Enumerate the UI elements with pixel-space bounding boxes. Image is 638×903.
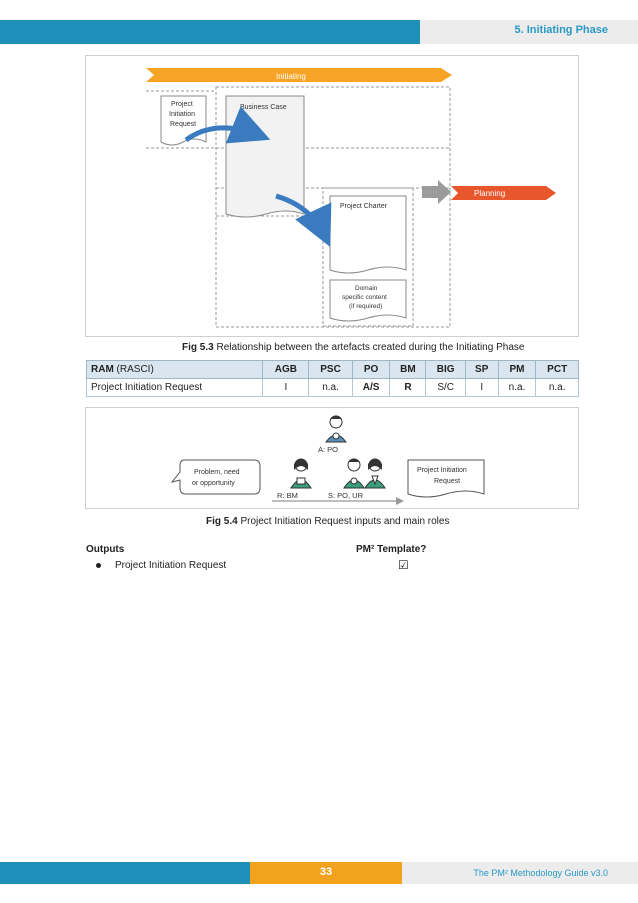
process-arrow-head (396, 497, 404, 505)
roles-diagram (86, 408, 580, 510)
output-item-label: Project Initiation Request (115, 560, 227, 571)
col-bm: BM (390, 361, 426, 379)
figure-5-4-caption (206, 516, 449, 527)
input-line2: or opportunity (192, 480, 235, 487)
domain-line2: specific content (342, 294, 387, 301)
header-ram-bold: RAM (91, 364, 114, 375)
cell-sp: I (465, 379, 498, 397)
artefact-diagram (86, 56, 580, 338)
template-check-icon: ☑ (398, 558, 409, 572)
cell-big: S/C (426, 379, 465, 397)
request-doc-line3: Request (170, 121, 197, 128)
cell-agb: I (263, 379, 309, 397)
col-sp: SP (465, 361, 498, 379)
col-pct: PCT (536, 361, 579, 379)
col-po: PO (352, 361, 390, 379)
caption-text: Relationship between the artefacts created during the Initiating Phase (213, 342, 525, 353)
figure-5-3-caption (182, 342, 524, 353)
header-ram-light: (RASCI) (113, 364, 154, 375)
caption-text-2: Project Initiation Request inputs and main roles (237, 516, 450, 527)
output-line1: Project Initiation (417, 467, 467, 474)
col-agb: AGB (263, 361, 309, 379)
role-r: R: BM (277, 491, 298, 500)
list-item (96, 560, 226, 571)
role-a: A: PO (318, 445, 339, 454)
bullet-icon (96, 563, 101, 568)
business-case-label: Business Case (240, 104, 287, 111)
template-heading: PM² Template? (356, 544, 427, 555)
figure-5-4 (85, 407, 579, 509)
initiating-label: Initiating (276, 72, 306, 81)
col-pm: PM (498, 361, 536, 379)
request-doc-line1: Project (171, 101, 193, 108)
to-planning-arrow (422, 180, 451, 204)
request-doc-line2: Initiation (169, 111, 196, 118)
row-label: Project Initiation Request (87, 379, 263, 397)
footer-bar-left (0, 862, 250, 884)
person-a-icon (326, 416, 346, 443)
person-s-ur-icon (365, 459, 385, 488)
output-line2: Request (434, 478, 461, 485)
role-s: S: PO, UR (328, 491, 364, 500)
footer-guide-title: The PM² Methodology Guide v3.0 (473, 868, 608, 878)
planning-label: Planning (474, 189, 506, 198)
input-bubble (172, 460, 260, 494)
header-title: 5. Initiating Phase (514, 24, 608, 36)
person-r-icon (291, 459, 311, 488)
figure-5-3 (85, 55, 579, 337)
caption-label: Fig 5.3 (182, 342, 214, 353)
cell-pm: n.a. (498, 379, 536, 397)
business-case-doc (226, 96, 304, 217)
caption-label-2: Fig 5.4 (206, 516, 238, 527)
cell-pct: n.a. (536, 379, 579, 397)
cell-psc: n.a. (309, 379, 352, 397)
rasci-table (86, 360, 579, 397)
cell-bm: R (390, 379, 426, 397)
page-number: 33 (319, 866, 333, 878)
header-bar (0, 20, 420, 44)
cell-po: A/S (352, 379, 390, 397)
header-ram (87, 361, 263, 379)
col-psc: PSC (309, 361, 352, 379)
table-header-row (87, 361, 579, 379)
domain-line1: Domain (355, 285, 378, 292)
outputs-heading: Outputs (86, 544, 125, 555)
table-row (87, 379, 579, 397)
domain-line3: (if required) (349, 303, 383, 310)
col-big: BIG (426, 361, 465, 379)
charter-label: Project Charter (340, 203, 388, 210)
person-s-po-icon (344, 459, 364, 489)
input-line1: Problem, need (194, 469, 240, 476)
